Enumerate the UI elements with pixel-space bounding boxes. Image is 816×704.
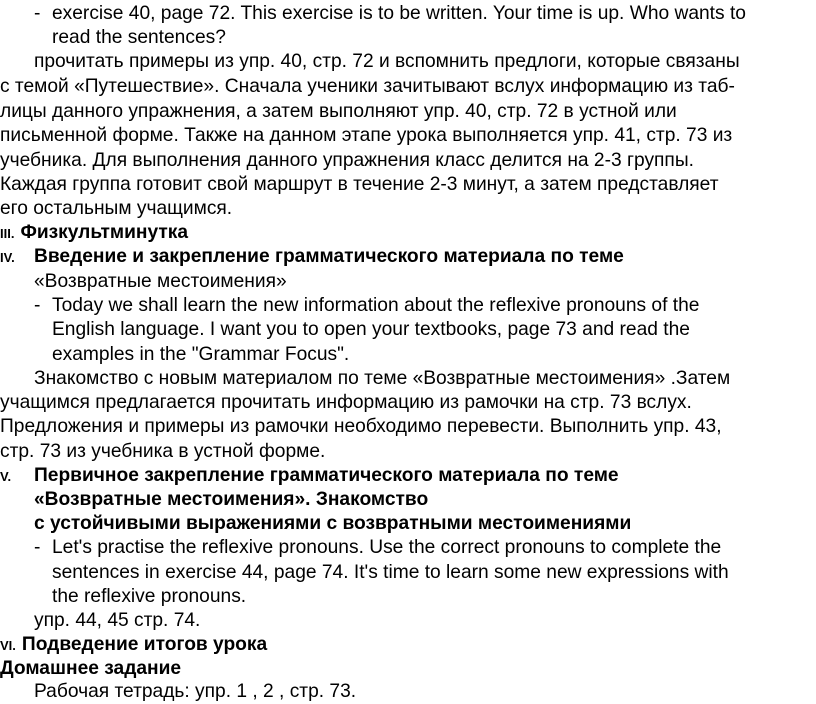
section-heading-v-line-1: Первичное закрепление грамматического материала по теме xyxy=(34,465,619,486)
bullet-dash: - xyxy=(34,537,41,558)
section-numeral: VI. xyxy=(0,638,16,653)
homework-heading: Домашнее задание xyxy=(0,658,182,679)
section-title: Подведение итогов урока xyxy=(21,634,268,655)
teacher-speech-line-3: the reflexive pronouns. xyxy=(52,586,247,607)
paragraph-line: учебника. Для выполнения данного упражнения класс делится на 2-3 группы. xyxy=(0,150,694,171)
paragraph-line: лицы данного упражнения, а затем выполняют упр. 40, стр. 72 в устной или xyxy=(0,101,677,122)
teacher-speech-line-1: Today we shall learn the new information about the reflexive pronouns of the xyxy=(52,295,700,316)
paragraph-line: Каждая группа готовит свой маршрут в течение 2-3 минут, а затем представляет xyxy=(0,174,719,195)
teacher-speech-line-1: Let's practise the reflexive pronouns. Use the correct pronouns to complete the xyxy=(52,537,722,558)
section-numeral-v: V. xyxy=(0,469,12,484)
paragraph-line: прочитать примеры из упр. 40, стр. 72 и вспомнить предлоги, которые связаны xyxy=(34,51,740,72)
section-numeral: III. xyxy=(0,226,15,241)
paragraph-line: стр. 73 из учебника в устной форме. xyxy=(0,441,326,462)
section-heading-iv-line-1: Введение и закрепление грамматического материала по теме xyxy=(34,246,624,267)
teacher-speech-line-3: examples in the "Grammar Focus". xyxy=(52,344,350,365)
teacher-speech-line-2: English language. I want you to open your textbooks, page 73 and read the xyxy=(52,319,690,340)
paragraph-line: учащимся предлагается прочитать информацию из рамочки на стр. 73 вслух. xyxy=(0,392,692,413)
homework-text: Рабочая тетрадь: упр. 1 , 2 , стр. 73. xyxy=(34,681,357,702)
section-heading-v-line-3: с устойчивыми выражениями с возвратными местоимениями xyxy=(34,513,632,534)
paragraph-line: с темой «Путешествие». Сначала ученики зачитывают вслух информацию из таб- xyxy=(0,76,735,97)
exercise-instruction-line-1: exercise 40, page 72. This exercise is to be written. Your time is up. Who wants to xyxy=(52,3,746,24)
paragraph-line: письменной форме. Также на данном этапе урока выполняется упр. 41, стр. 73 из xyxy=(0,125,733,146)
section-numeral-iv: IV. xyxy=(0,250,15,265)
paragraph-line: Предложения и примеры из рамочки необходимо перевести. Выполнить упр. 43, xyxy=(0,416,722,437)
section-title: Физкультминутка xyxy=(20,222,189,243)
section-heading-iii xyxy=(0,221,188,246)
bullet-dash: - xyxy=(34,295,41,316)
paragraph-line: его остальным учащимся. xyxy=(0,198,233,219)
section-heading-vi xyxy=(0,633,267,658)
paragraph-line: Знакомство с новым материалом по теме «Возвратные местоимения» .Затем xyxy=(34,368,731,389)
section-heading-v-line-2: «Возвратные местоимения». Знакомство xyxy=(34,489,429,510)
teacher-speech-line-2: sentences in exercise 44, page 74. It's time to learn some new expressions with xyxy=(52,562,729,583)
bullet-dash: - xyxy=(34,3,41,24)
section-heading-iv-line-2: «Возвратные местоимения» xyxy=(34,271,287,292)
exercise-instruction-line-2: read the sentences? xyxy=(52,27,226,48)
exercise-note: упр. 44, 45 стр. 74. xyxy=(34,610,201,631)
